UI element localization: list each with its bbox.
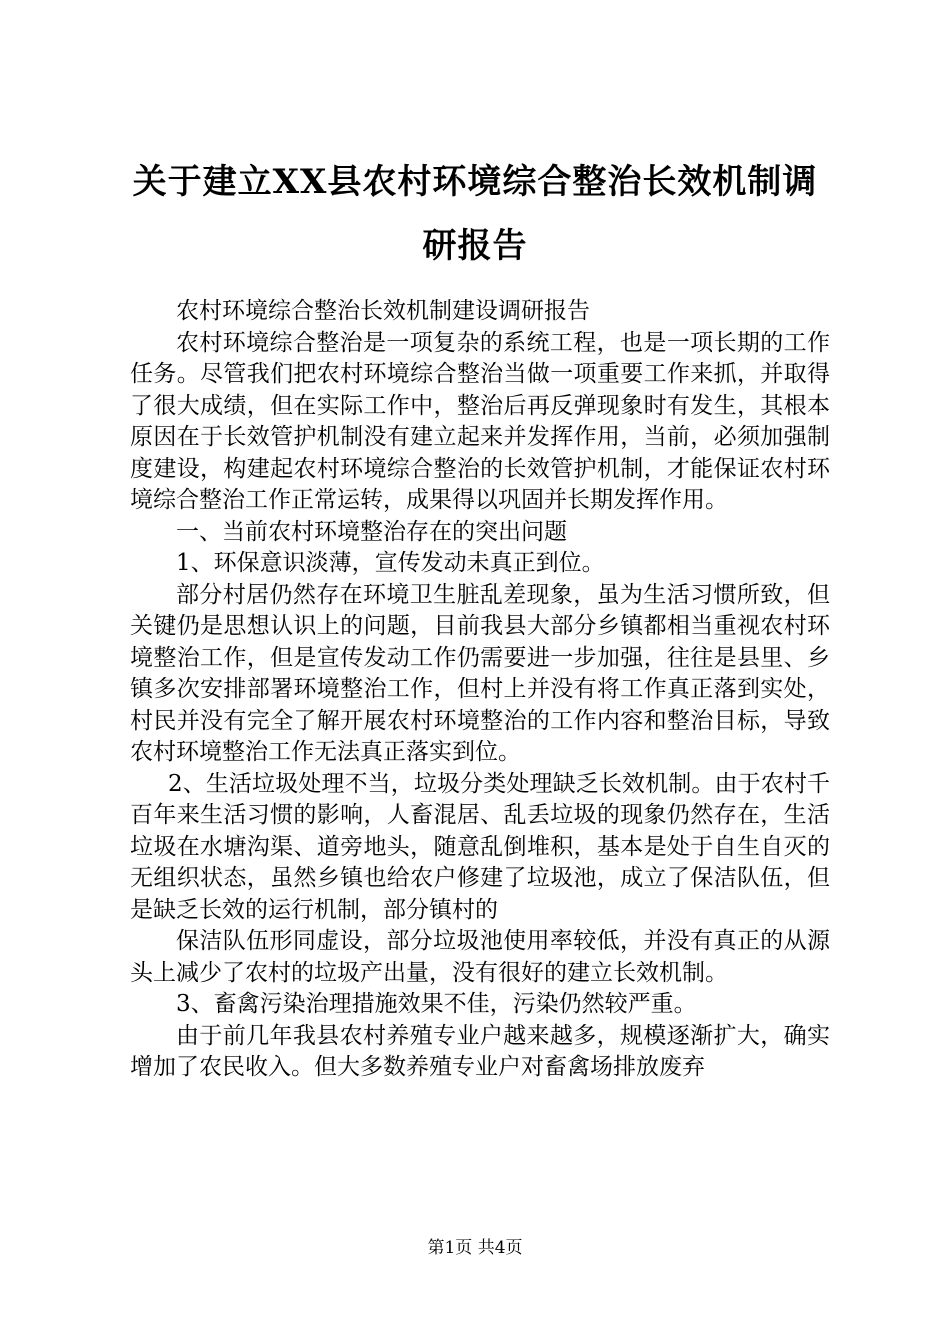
subheading-1: 1、环保意识淡薄，宣传发动未真正到位。 [176, 550, 605, 576]
paragraph-1: 部分村居仍然存在环境卫生脏乱差现象，虽为生活习惯所致，但关键仍是思想认识上的问题，目前我县大部分乡镇都相当重视农村环境整治工作，但是宣传发动工作仍需要进一步加强，往往是县里、乡镇多次安排部署环境整治工作，但村上并没有将工作真正落到实处，村民并没有完全了解开展农村环境整治的工作内容和整治目标，导致农村环境整治工作无法真正落实到位。 [130, 581, 830, 765]
paragraph-3: 保洁队伍形同虚设，部分垃圾池使用率较低，并没有真正的从源头上减少了农村的垃圾产出量，没有很好的建立长效机制。 [130, 928, 830, 986]
subheading-3: 3、畜禽污染治理措施效果不佳，污染仍然较严重。 [176, 991, 697, 1017]
paragraph-intro: 农村环境综合整治是一项复杂的系统工程，也是一项长期的工作任务。尽管我们把农村环境综合整治当做一项重要工作来抓，并取得了很大成绩，但在实际工作中，整治后再反弹现象时有发生，其根本原因在于长效管护机制没有建立起来并发挥作用，当前，必须加强制度建设，构建起农村环境综合整治的长效管护机制，才能保证农村环境综合整治工作正常运转，成果得以巩固并长期发挥作用。 [130, 329, 830, 513]
section-heading-1: 一、当前农村环境整治存在的突出问题 [176, 518, 567, 545]
document-title: 关于建立XX县农村环境综合整治长效机制调研报告 [132, 162, 818, 266]
paragraph-2: 2、生活垃圾处理不当，垃圾分类处理缺乏长效机制。由于农村千百年来生活习惯的影响，人畜混居、乱丢垃圾的现象仍然存在，生活垃圾在水塘沟渠、道旁地头，随意乱倒堆积，基本是处于自生自灭的无组织状态，虽然乡镇也给农户修建了垃圾池，成立了保洁队伍，但是缺乏长效的运行机制，部分镇村的 [130, 770, 830, 923]
document-body [130, 296, 830, 1084]
page-footer: 第1页 共4页 [427, 1238, 523, 1258]
paragraph-4: 由于前几年我县农村养殖专业户越来越多，规模逐渐扩大，确实增加了农民收入。但大多数养殖专业户对畜禽场排放废弃 [130, 1022, 830, 1080]
paragraph-subtitle: 农村环境综合整治长效机制建设调研报告 [176, 298, 590, 324]
